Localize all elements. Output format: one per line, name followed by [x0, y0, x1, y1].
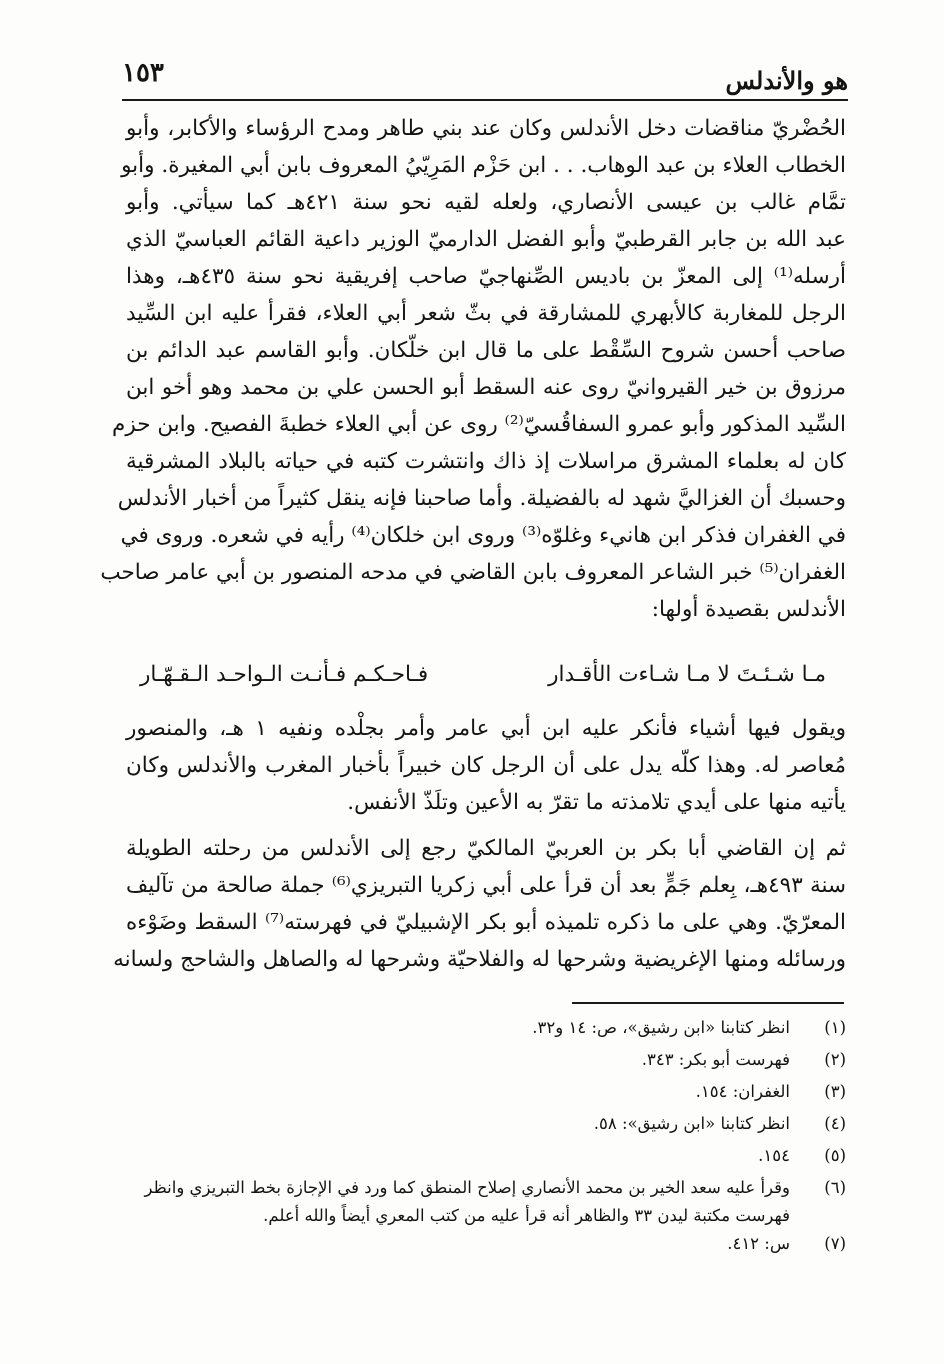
- page-number: ١٥٣: [122, 58, 164, 88]
- footnote-text: ١٥٤.: [758, 1146, 790, 1165]
- verse-first-hemistich: مـا شـئـتَ لا مـا شـاءت الأقـدار: [548, 662, 826, 687]
- text-line: الغفران⁽⁵⁾ خبر الشاعر المعروف بابن القاضي في مدحه المنصور بن أبي عامر صاحب: [100, 560, 846, 585]
- text-line: الخطاب العلاء بن عبد الوهاب. . . ابن حَزْم المَرِيّيُ المعروف بابن أبي المغيرة. وأبو: [121, 153, 846, 178]
- footnote-item: [130, 1172, 846, 1228]
- text-line: الحُضْريّ مناقضات دخل الأندلس وكان عند بني طاهر ومدح الرؤساء والأكابر، وأبو: [126, 116, 846, 141]
- paragraph-3: [113, 830, 846, 978]
- footnote-number: (٦): [824, 1178, 846, 1197]
- footnote-number: (٣): [824, 1082, 846, 1101]
- footnote-number: (٢): [824, 1050, 846, 1069]
- footnote-item: [130, 1044, 846, 1076]
- paragraph-1: [100, 110, 847, 628]
- poem-verse: [126, 662, 846, 698]
- text-line: ويقول فيها أشياء فأنكر عليه ابن أبي عامر وأمر بجلْده ونفيه ١ هـ، والمنصور: [126, 716, 846, 741]
- text-line: تمَّام غالب بن عيسى الأنصاري، ولعله لقيه نحو سنة ٤٢١هـ كما سيأتي. وأبو: [126, 190, 847, 215]
- footnote-item: [130, 1140, 846, 1172]
- text-line: أرسله⁽¹⁾ إلى المعزّ بن باديس الصِّنهاجيّ صاحب إفريقية نحو سنة ٤٣٥هـ، وهذا: [126, 264, 847, 289]
- footnote-item: [130, 1012, 846, 1044]
- footnote-text: س: ٤١٢.: [727, 1234, 790, 1253]
- footnote-text: انظر كتابنا «ابن رشيق»، ص: ١٤ و٣٢.: [532, 1018, 790, 1037]
- text-line: المعرّيّ. وهي على ما ذكره تلميذه أبو بكر الإشبيليّ في فهرسته⁽⁷⁾ السقط وضَوْءه: [126, 910, 846, 935]
- text-line: وحسبك أن الغزاليَّ شهد له بالفضيلة. وأما صاحبنا فإنه ينقل كثيراً من أخبار الأندلس: [117, 486, 846, 511]
- text-line: الأندلس بقصيدة أولها:: [651, 597, 846, 622]
- text-line: مُعاصر له. وهذا كلّه يدل على أن الرجل كان خبيراً بأخبار المغرب والأندلس وكان: [126, 753, 846, 778]
- text-line: سنة ٤٩٣هـ، بِعلم جَمٍّ بعد أن قرأ على أبي زكريا التبريزي⁽⁶⁾ جملة صالحة من تآليف: [126, 873, 846, 898]
- footnote-number: (٤): [824, 1114, 846, 1133]
- footnote-text: فهرست أبو بكر: ٣٤٣.: [641, 1050, 790, 1069]
- text-line: كان له بعلماء المشرق مراسلات إذ ذاك وانتشرت كتبه في حياته بالبلاد المشرقية: [126, 449, 846, 474]
- text-line: مرزوق بن خير القيروانيّ روى عنه السقط أبو الحسن علي بن محمد وهو أخو ابن: [126, 375, 846, 400]
- text-line: يأتيه منها على أيدي تلامذته ما تقرّ به الأعين وتلَذّ الأنفس.: [347, 790, 846, 815]
- text-line: ورسائله ومنها الإغريضية وشرحها له والفلاحيّة وشرحها له والصاهل والشاحج ولسانه: [113, 947, 846, 972]
- page-header: [122, 58, 848, 98]
- footnotes: [130, 1012, 846, 1260]
- footnote-item: [130, 1228, 846, 1260]
- verse-second-hemistich: فـاحـكـم فـأنـت الـواحـد الـقـهّـار: [140, 662, 429, 687]
- footnote-number: (١): [824, 1018, 846, 1037]
- text-line: السِّيد المذكور وأبو عمرو السفاقُسيّ⁽²⁾ روى عن أبي العلاء خطبةَ الفصيح. وابن حزم: [112, 412, 846, 437]
- footnote-number: (٥): [824, 1146, 846, 1165]
- footnote-text: وقرأ عليه سعد الخير بن محمد الأنصاري إصلاح المنطق كما ورد في الإجازة بخط التبريزي وانظر: [144, 1178, 790, 1197]
- text-line: الرجل للمغاربة كالأبهري للمشارقة في بثّ شعر أبي العلاء، فقرأ عليه ابن السِّيد: [126, 301, 846, 326]
- footnote-number: (٧): [824, 1234, 846, 1253]
- footnote-text: انظر كتابنا «ابن رشيق»: ٥٨.: [593, 1114, 790, 1133]
- text-line: في الغفران فذكر ابن هانيء وغلوّه⁽³⁾ وروى ابن خلكان⁽⁴⁾ رأيه في شعره. وروى في: [120, 523, 846, 548]
- header-rule: [122, 99, 848, 101]
- text-line: عبد الله بن جابر القرطبيّ وأبو الفضل الدارميّ الوزير داعية القائم العباسيّ الذي: [126, 227, 846, 252]
- paragraph-2: [126, 710, 846, 821]
- footnote-rule: [572, 1002, 844, 1004]
- text-line: ثم إن القاضي أبا بكر بن العربيّ المالكيّ رجع إلى الأندلس من رحلته الطويلة: [126, 836, 846, 861]
- footnote-item: [130, 1108, 846, 1140]
- footnote-text-continued: فهرست مكتبة ليدن ٣٣ والظاهر أنه قرأ عليه من كتب المعري أيضاً والله أعلم.: [263, 1206, 790, 1225]
- text-line: صاحب أحسن شروح السِّقْط على ما قال ابن خلّكان. وأبو القاسم عبد الدائم بن: [126, 338, 846, 363]
- footnote-item: [130, 1076, 846, 1108]
- footnote-text: الغفران: ١٥٤.: [695, 1082, 790, 1101]
- running-title: هو والأندلس: [725, 66, 848, 95]
